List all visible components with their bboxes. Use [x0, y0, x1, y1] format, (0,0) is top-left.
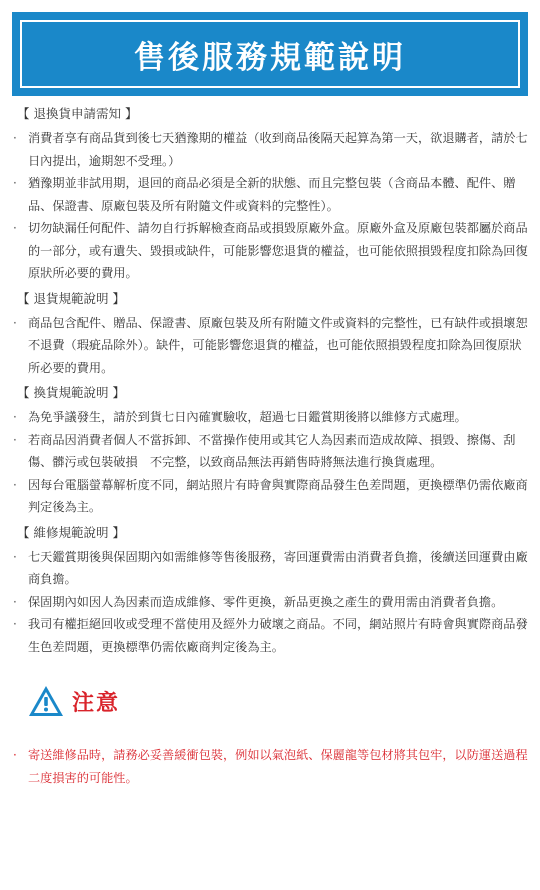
warning-text: 寄送維修品時，請務必妥善緩衝包裝，例如以氣泡紙、保麗龍等包材將其包牢，以防運送過程二度損害的可能性。: [28, 748, 528, 785]
bullet: ·: [13, 315, 17, 330]
warning-notice: [12, 744, 528, 789]
list-item: [12, 406, 528, 429]
item-text: 切勿缺漏任何配件、請勿自行拆解檢查商品或損毀原廠外盒。原廠外盒及原廠包裝都屬於商品的一部分，或有遺失、毀損或缺件，可能影響您退貨的權益，也可能依照損毀程度扣除為回復原狀所必要的費用。: [28, 221, 528, 280]
section-repair-policy: [12, 523, 528, 659]
warning-triangle-icon: [28, 685, 64, 717]
item-text: 猶豫期並非試用期，退回的商品必須是全新的狀態、而且完整包裝（含商品本體、配件、贈品、保證書、原廠包裝及所有附隨文件或資料的完整性）。: [28, 176, 516, 213]
bullet: ·: [13, 221, 17, 235]
list-item: [12, 591, 528, 614]
section-heading: 【 退貨規範說明 】: [17, 290, 125, 306]
list-item: [12, 312, 528, 380]
notice-title: 注意: [72, 690, 121, 716]
bullet: ·: [13, 176, 17, 190]
bullet: ·: [13, 549, 17, 564]
bullet: ·: [13, 131, 17, 145]
bullet: ·: [13, 617, 17, 631]
header-banner: [12, 12, 528, 96]
section-heading: 【 退換貨申請需知 】: [17, 106, 138, 121]
section-heading: 【 換貨規範說明 】: [17, 385, 125, 400]
item-text: 為免爭議發生，請於到貨七日內確實驗收，超過七日鑑賞期後將以維修方式處理。: [28, 410, 467, 424]
section-exchange-policy: [12, 383, 528, 519]
item-text: 保固期內如因人為因素而造成維修、零件更換，新品更換之產生的費用需由消費者負擔。: [28, 594, 504, 609]
list-item: [12, 474, 528, 519]
item-text: 消費者享有商品貨到後七天猶豫期的權益（收到商品後隔天起算為第一天，欲退購者，請於七日內提出，逾期恕不受理。）: [28, 131, 528, 168]
item-text: 若商品因消費者個人不當拆卸、不當操作使用或其它人為因素而造成故障、損毀、擦傷、刮傷、髒污或包裝破損 不完整，以致商品無法再銷售時將無法進行換貨處理。: [28, 432, 516, 469]
bullet: ·: [13, 748, 17, 762]
list-item: [12, 172, 528, 217]
policy-content: [12, 104, 528, 662]
item-text: 因每台電腦螢幕解析度不同，網站照片有時會與實際商品發生色差問題，更換標準仍需依廠商判定後為主。: [28, 477, 528, 514]
list-item: [12, 744, 528, 789]
section-heading: 【 維修規範說明 】: [17, 524, 125, 540]
list-item: [12, 613, 528, 658]
page-title: 售後服務規範說明: [134, 39, 406, 76]
bullet: ·: [13, 432, 17, 447]
bullet: ·: [13, 594, 17, 609]
bullet: ·: [13, 477, 17, 492]
item-text: 商品包含配件、贈品、保證書、原廠包裝及所有附隨文件或資料的完整性，已有缺件或損壞恕不退費（瑕疵品除外）。缺件，可能影響您退貨的權益，也可能依照損毀程度扣除為回復原狀所必要的費用。: [28, 315, 528, 375]
list-item: [12, 546, 528, 591]
section-return-exchange-notice: [12, 104, 528, 285]
bullet: ·: [13, 410, 17, 424]
notice-header: [28, 685, 120, 717]
item-text: 七天鑑賞期後與保固期內如需維修等售後服務，寄回運費需由消費者負擔，後續送回運費由廠商負擔。: [28, 549, 528, 586]
list-item: [12, 217, 528, 285]
list-item: [12, 429, 528, 474]
section-return-policy: [12, 289, 528, 380]
item-text: 我司有權拒絕回收或受理不當使用及經外力破壞之商品。不同，網站照片有時會與實際商品發生色差問題，更換標準仍需依廠商判定後為主。: [28, 617, 528, 654]
banner-frame: [20, 20, 520, 88]
list-item: [12, 127, 528, 172]
